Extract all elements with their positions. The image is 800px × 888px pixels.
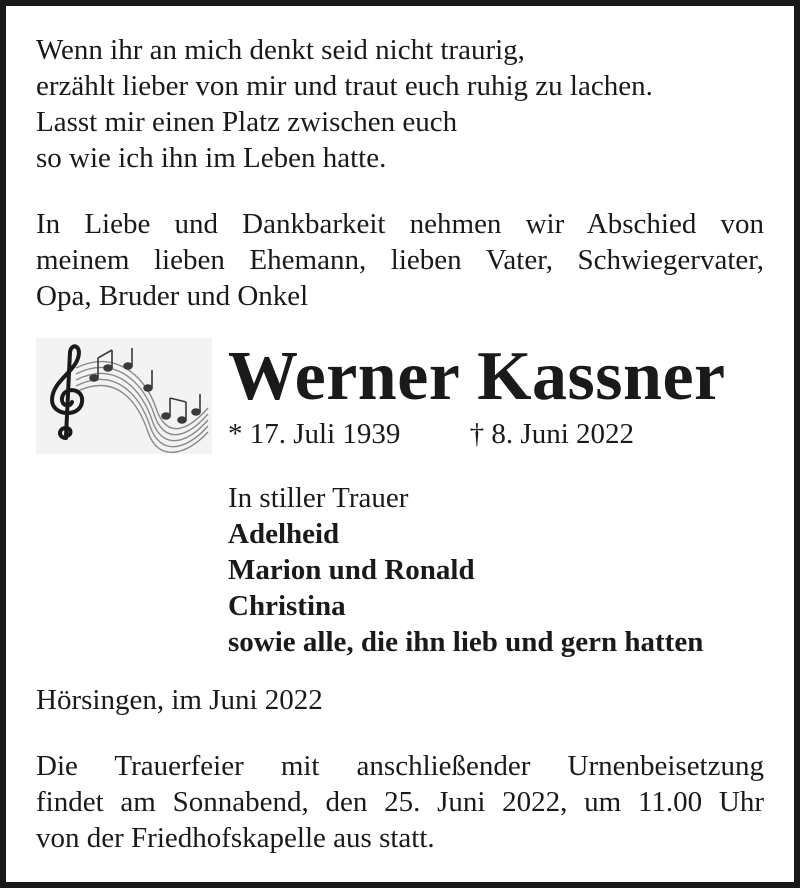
poem-line: so wie ich ihn im Leben hatte. [36, 142, 387, 174]
mourner-name: Christina [228, 590, 346, 622]
poem-line: Wenn ihr an mich denkt seid nicht traurig, [36, 34, 525, 66]
death-date: † 8. Juni 2022 [469, 418, 634, 450]
poem-line: erzählt lieber von mir und traut euch ruhig zu lachen. [36, 70, 653, 102]
mourners [228, 480, 703, 660]
mourner-name: sowie alle, die ihn lieb und gern hatten [228, 626, 704, 658]
place-date: Hörsingen, im Juni 2022 [36, 684, 323, 716]
life-dates [228, 416, 634, 452]
intro-line: Opa, Bruder und Onkel [36, 280, 309, 312]
mourner-name: Marion und Ronald [228, 554, 475, 586]
intro-line: meinem lieben Ehemann, lieben Vater, Schwiegervater, [36, 244, 764, 276]
service-line: Die Trauerfeier mit anschließender Urnenbeisetzung [36, 750, 764, 782]
service-line: von der Friedhofskapelle aus statt. [36, 822, 435, 854]
poem-line: Lasst mir einen Platz zwischen euch [36, 106, 458, 138]
music-notes-icon [36, 338, 212, 454]
mourners-intro: In stiller Trauer [228, 482, 409, 514]
deceased-name: Werner Kassner [228, 338, 726, 415]
farewell-intro [36, 206, 764, 314]
service-line: findet am Sonnabend, den 25. Juni 2022, um 11.00 Uhr [36, 786, 764, 818]
mourner-name: Adelheid [228, 518, 340, 550]
poem [36, 32, 764, 176]
birth-date: * 17. Juli 1939 [228, 418, 401, 450]
funeral-service-info [36, 748, 764, 856]
intro-line: In Liebe und Dankbarkeit nehmen wir Abschied von [36, 208, 764, 240]
